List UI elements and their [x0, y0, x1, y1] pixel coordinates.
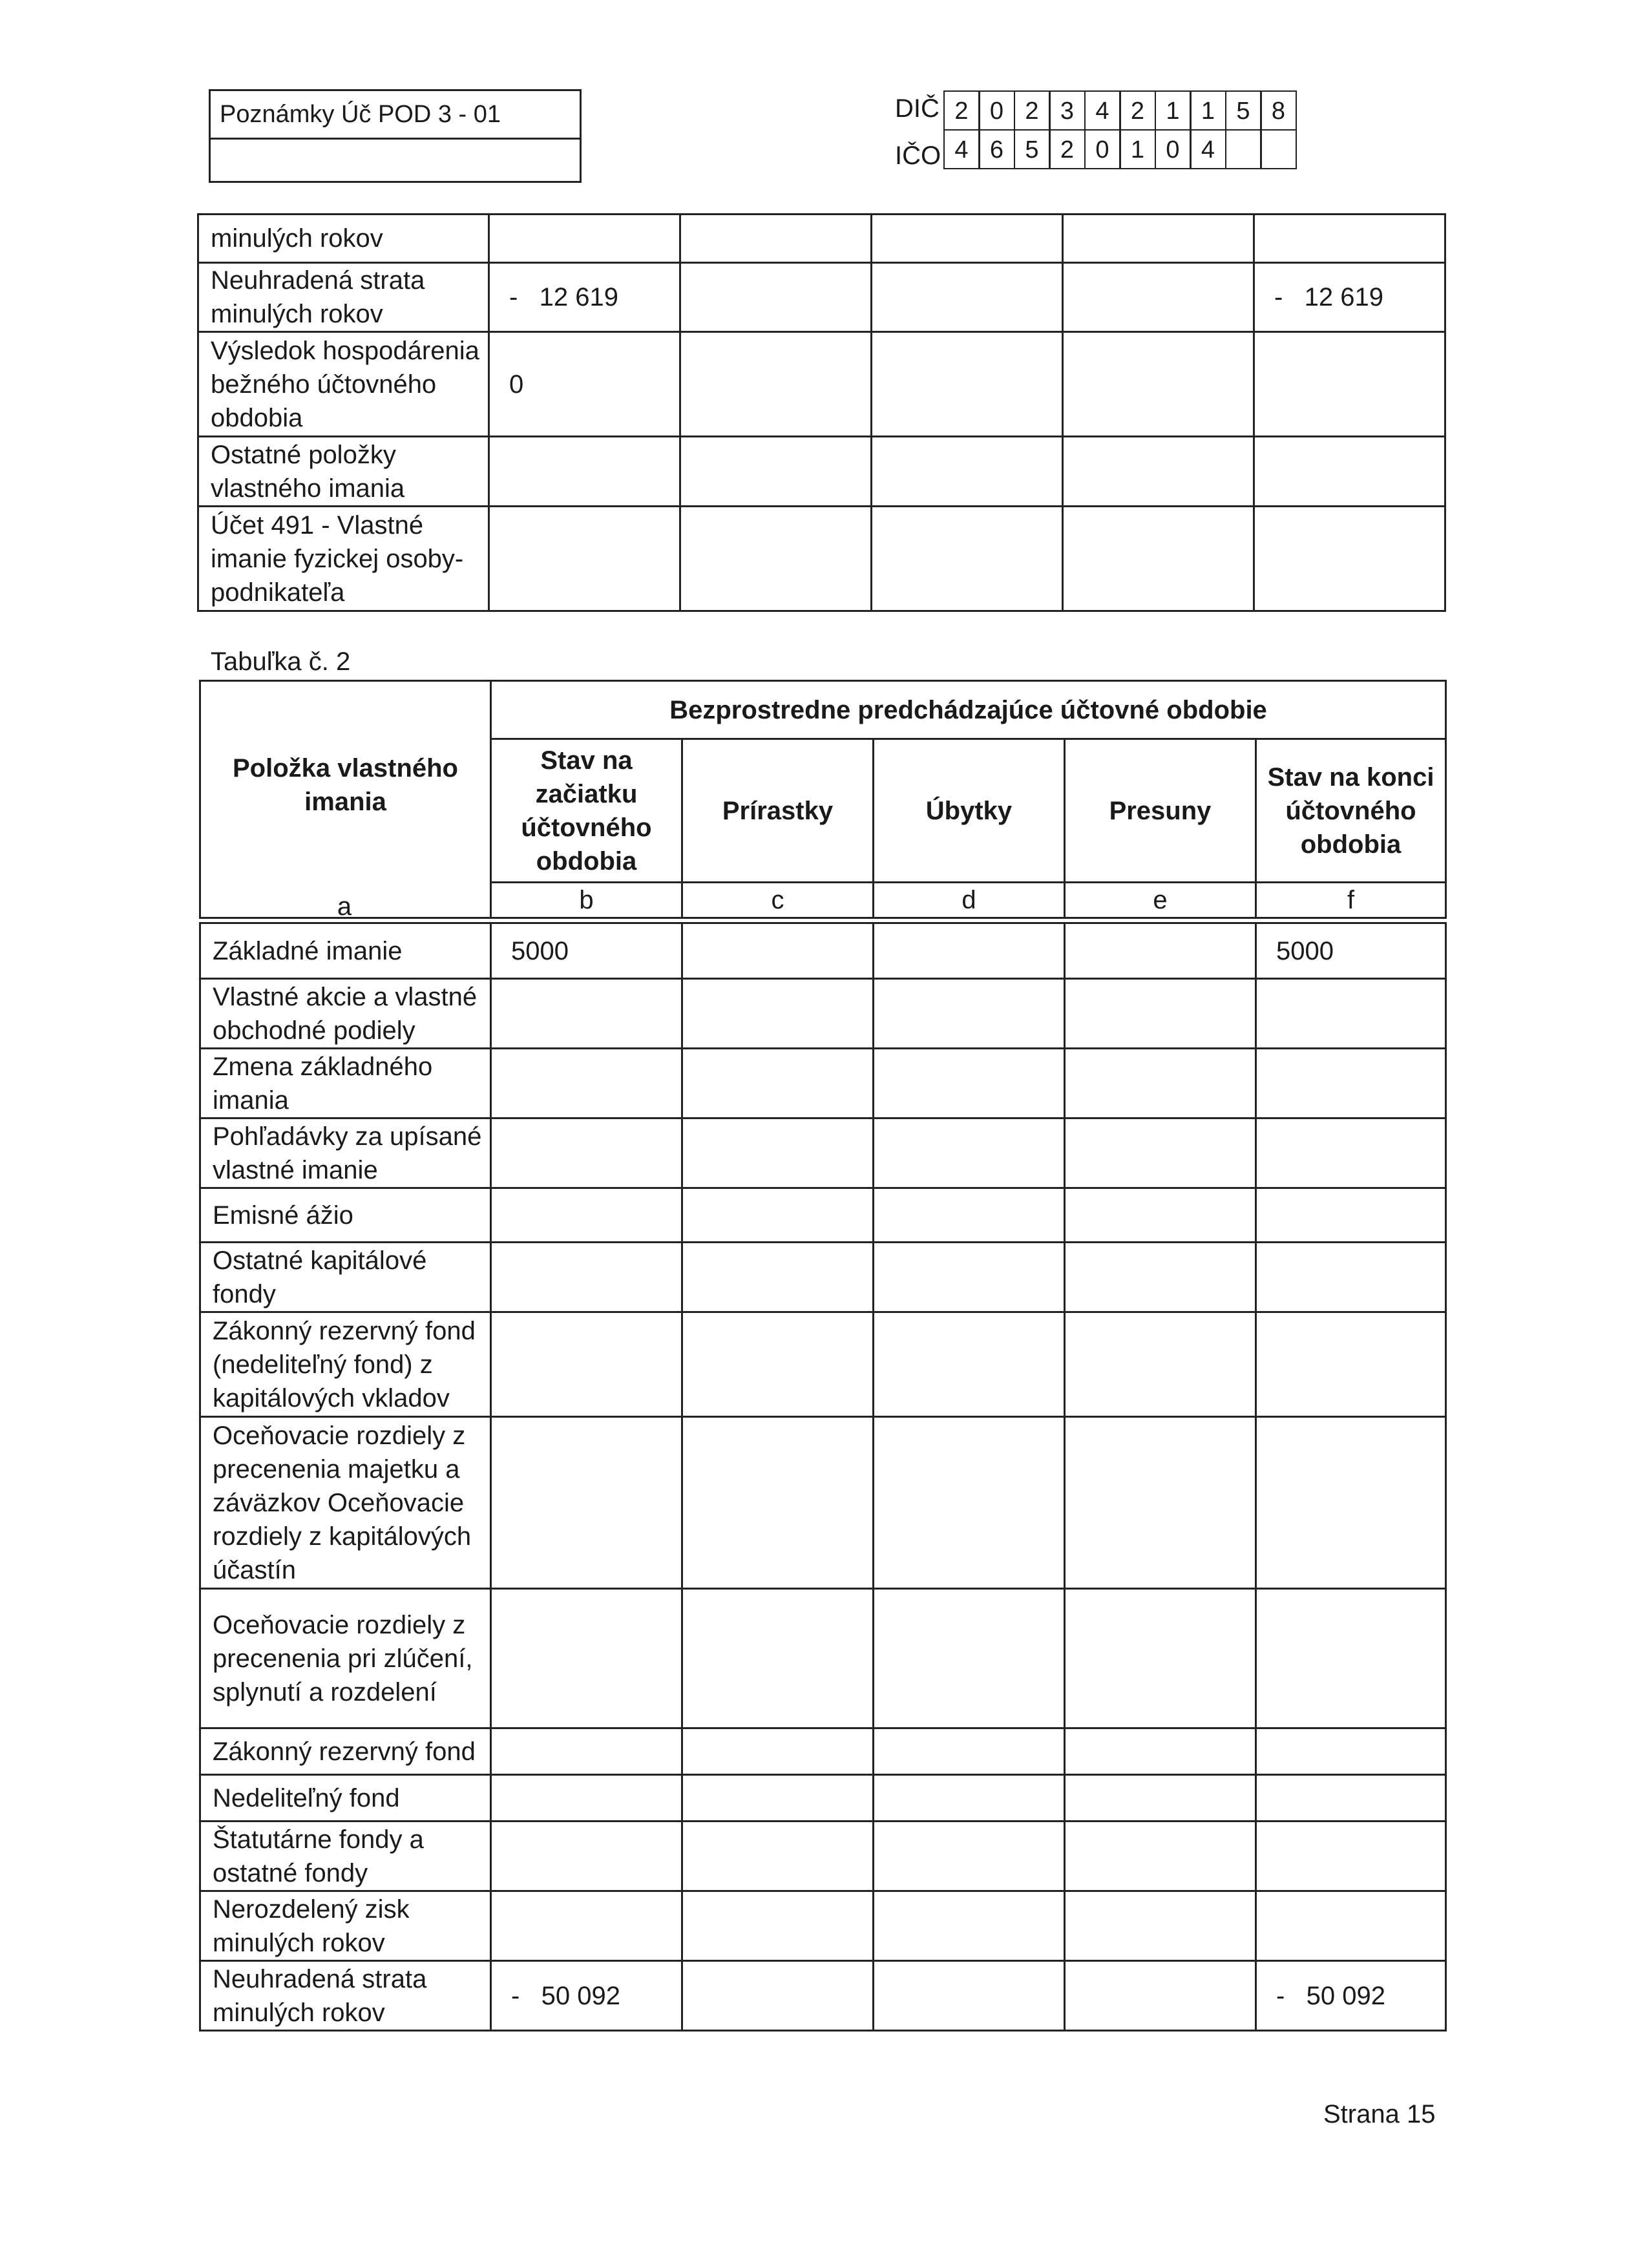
dic-label: DIČ [895, 94, 940, 123]
column-header-item: Položka vlastného imania [200, 681, 491, 918]
row-label: Základné imanie [200, 923, 491, 979]
table-row [200, 1891, 1446, 1961]
equity-table-previous-period-body [199, 922, 1447, 2032]
row-label: Ostatné kapitálové fondy [200, 1243, 491, 1312]
cell-b [491, 1243, 682, 1312]
cell-f [1256, 1243, 1446, 1312]
cell-d [874, 979, 1065, 1049]
dic-digit-grid [945, 90, 1297, 131]
table-row [200, 1589, 1446, 1728]
row-label: Zákonný rezervný fond (nedeliteľný fond) z kapitálových vkladov [200, 1312, 491, 1417]
row-label: Ostatné položky vlastného imania [198, 437, 489, 507]
table-header-row [200, 681, 1446, 739]
cell-f [1254, 215, 1445, 263]
cell-d [874, 1961, 1065, 2031]
cell-c [680, 507, 872, 611]
cell-d [874, 1891, 1065, 1961]
cell-f [1256, 1775, 1446, 1822]
cell-b [491, 1417, 682, 1589]
cell-b [491, 1589, 682, 1728]
row-label: Zmena základného imania [200, 1049, 491, 1118]
cell-b [489, 507, 680, 611]
cell-f [1256, 1049, 1446, 1118]
cell-e [1063, 263, 1254, 332]
page-number: Strana 15 [1323, 2100, 1436, 2128]
cell-d [874, 1243, 1065, 1312]
cell-b [491, 1188, 682, 1243]
cell-f [1256, 1188, 1446, 1243]
cell-b: 0 [489, 332, 680, 437]
cell-c [680, 263, 872, 332]
cell-e [1065, 979, 1256, 1049]
cell-f [1256, 1118, 1446, 1188]
cell-d [872, 215, 1063, 263]
form-name-box [209, 89, 582, 183]
cell-c [682, 1589, 874, 1728]
row-label: Neuhradená strata minulých rokov [200, 1961, 491, 2031]
cell-d [872, 437, 1063, 507]
row-label: Pohľadávky za upísané vlastné imanie [200, 1118, 491, 1188]
column-letter-a: a [337, 892, 352, 921]
cell-f [1256, 1417, 1446, 1589]
ico-digit: 4 [1190, 129, 1226, 169]
dic-digit: 2 [943, 90, 980, 131]
cell-b [491, 1891, 682, 1961]
cell-c [682, 1243, 874, 1312]
cell-e [1063, 332, 1254, 437]
cell-b [491, 979, 682, 1049]
ico-digit [1260, 129, 1297, 169]
cell-d [874, 1417, 1065, 1589]
cell-b: - 50 092 [491, 1961, 682, 2031]
ico-digit-grid [945, 129, 1297, 169]
column-header-end: Stav na konci účtovného obdobia [1256, 739, 1446, 883]
cell-d [874, 1312, 1065, 1417]
cell-b [491, 1049, 682, 1118]
cell-d [874, 1589, 1065, 1728]
row-label: minulých rokov [198, 215, 489, 263]
cell-d [874, 1049, 1065, 1118]
cell-c [682, 1822, 874, 1891]
cell-e [1065, 1728, 1256, 1775]
row-label: Vlastné akcie a vlastné obchodné podiely [200, 979, 491, 1049]
cell-b [491, 1728, 682, 1775]
ico-digit: 0 [1084, 129, 1121, 169]
cell-e [1065, 1118, 1256, 1188]
dic-digit: 2 [1119, 90, 1156, 131]
column-header-start: Stav na začiatku účtovného obdobia [491, 739, 682, 883]
equity-table-current-continued [197, 213, 1446, 612]
equity-table-previous-period [199, 680, 1447, 919]
form-name: Poznámky Úč POD 3 - 01 [211, 91, 580, 140]
cell-f [1256, 1312, 1446, 1417]
cell-e [1065, 1243, 1256, 1312]
cell-c [682, 1312, 874, 1417]
cell-c [682, 1118, 874, 1188]
row-label: Emisné ážio [200, 1188, 491, 1243]
cell-c [682, 1728, 874, 1775]
cell-f [1256, 979, 1446, 1049]
ico-digit [1225, 129, 1262, 169]
cell-d [874, 1728, 1065, 1775]
cell-b [491, 1312, 682, 1417]
cell-d [872, 507, 1063, 611]
cell-b [489, 215, 680, 263]
ico-digit: 4 [943, 129, 980, 169]
dic-digit: 5 [1225, 90, 1262, 131]
cell-d [874, 1775, 1065, 1822]
row-label: Oceňovacie rozdiely z precenenia majetku a záväzkov Oceňovacie rozdiely z kapitálových účastín [200, 1417, 491, 1589]
cell-b [489, 437, 680, 507]
cell-b [491, 1822, 682, 1891]
table-row [200, 1312, 1446, 1417]
cell-f [1254, 437, 1445, 507]
table-row [198, 437, 1445, 507]
column-letter-b: b [491, 883, 682, 918]
cell-c [682, 1049, 874, 1118]
cell-c [680, 437, 872, 507]
cell-c [682, 979, 874, 1049]
table-row [200, 979, 1446, 1049]
ico-digit: 2 [1049, 129, 1086, 169]
ico-label: IČO [895, 142, 941, 170]
cell-c [682, 1891, 874, 1961]
ico-digit: 6 [978, 129, 1015, 169]
cell-e [1063, 215, 1254, 263]
dic-digit: 2 [1014, 90, 1051, 131]
cell-e [1065, 1188, 1256, 1243]
dic-digit: 1 [1155, 90, 1192, 131]
table-row [200, 1118, 1446, 1188]
cell-f [1256, 1728, 1446, 1775]
cell-e [1065, 1775, 1256, 1822]
cell-c [680, 332, 872, 437]
cell-e [1065, 1417, 1256, 1589]
cell-c [682, 1775, 874, 1822]
table-row [198, 215, 1445, 263]
cell-d [872, 332, 1063, 437]
cell-f: - 50 092 [1256, 1961, 1446, 2031]
table-row [198, 263, 1445, 332]
cell-f: - 12 619 [1254, 263, 1445, 332]
cell-d [872, 263, 1063, 332]
column-letter-e: e [1065, 883, 1256, 918]
ico-digit: 0 [1155, 129, 1192, 169]
row-label: Štatutárne fondy a ostatné fondy [200, 1822, 491, 1891]
cell-f [1254, 332, 1445, 437]
cell-c [682, 1188, 874, 1243]
row-label: Zákonný rezervný fond [200, 1728, 491, 1775]
column-header-transfers: Presuny [1065, 739, 1256, 883]
cell-e [1063, 507, 1254, 611]
cell-d [874, 1118, 1065, 1188]
cell-c [680, 215, 872, 263]
cell-f [1256, 1891, 1446, 1961]
cell-f [1256, 1589, 1446, 1728]
cell-e [1065, 1961, 1256, 2031]
table-row [200, 1775, 1446, 1822]
table-row [198, 332, 1445, 437]
table-row [200, 1417, 1446, 1589]
table-row [198, 507, 1445, 611]
cell-b [491, 1775, 682, 1822]
ico-digit: 5 [1014, 129, 1051, 169]
period-header: Bezprostredne predchádzajúce účtovné obdobie [491, 681, 1446, 739]
column-letter-f: f [1256, 883, 1446, 918]
cell-e [1063, 437, 1254, 507]
cell-d [874, 1188, 1065, 1243]
table-row [200, 1243, 1446, 1312]
cell-f [1256, 1822, 1446, 1891]
cell-c [682, 923, 874, 979]
dic-digit: 3 [1049, 90, 1086, 131]
cell-e [1065, 1822, 1256, 1891]
table-row [200, 1728, 1446, 1775]
column-letter-c: c [682, 883, 874, 918]
cell-e [1065, 923, 1256, 979]
table-row [200, 923, 1446, 979]
cell-b: 5000 [491, 923, 682, 979]
cell-e [1065, 1589, 1256, 1728]
row-label: Nedeliteľný fond [200, 1775, 491, 1822]
table-row [200, 1822, 1446, 1891]
table-row [200, 1049, 1446, 1118]
cell-d [874, 923, 1065, 979]
cell-e [1065, 1891, 1256, 1961]
column-header-increases: Prírastky [682, 739, 874, 883]
dic-digit: 0 [978, 90, 1015, 131]
cell-b [491, 1118, 682, 1188]
row-label: Neuhradená strata minulých rokov [198, 263, 489, 332]
row-label: Účet 491 - Vlastné imanie fyzickej osoby-podnikateľa [198, 507, 489, 611]
cell-c [682, 1961, 874, 2031]
table-row [200, 1188, 1446, 1243]
column-header-decreases: Úbytky [874, 739, 1065, 883]
cell-c [682, 1417, 874, 1589]
row-label: Výsledok hospodárenia bežného účtovného obdobia [198, 332, 489, 437]
row-label: Oceňovacie rozdiely z precenenia pri zlúčení, splynutí a rozdelení [200, 1589, 491, 1728]
ico-digit: 1 [1119, 129, 1156, 169]
cell-d [874, 1822, 1065, 1891]
cell-b: - 12 619 [489, 263, 680, 332]
cell-f [1254, 507, 1445, 611]
dic-digit: 8 [1260, 90, 1297, 131]
table-row [200, 1961, 1446, 2031]
dic-digit: 4 [1084, 90, 1121, 131]
cell-f: 5000 [1256, 923, 1446, 979]
table-2-caption: Tabuľka č. 2 [211, 647, 351, 676]
cell-e [1065, 1049, 1256, 1118]
row-label: Nerozdelený zisk minulých rokov [200, 1891, 491, 1961]
column-letter-d: d [874, 883, 1065, 918]
cell-e [1065, 1312, 1256, 1417]
dic-digit: 1 [1190, 90, 1226, 131]
